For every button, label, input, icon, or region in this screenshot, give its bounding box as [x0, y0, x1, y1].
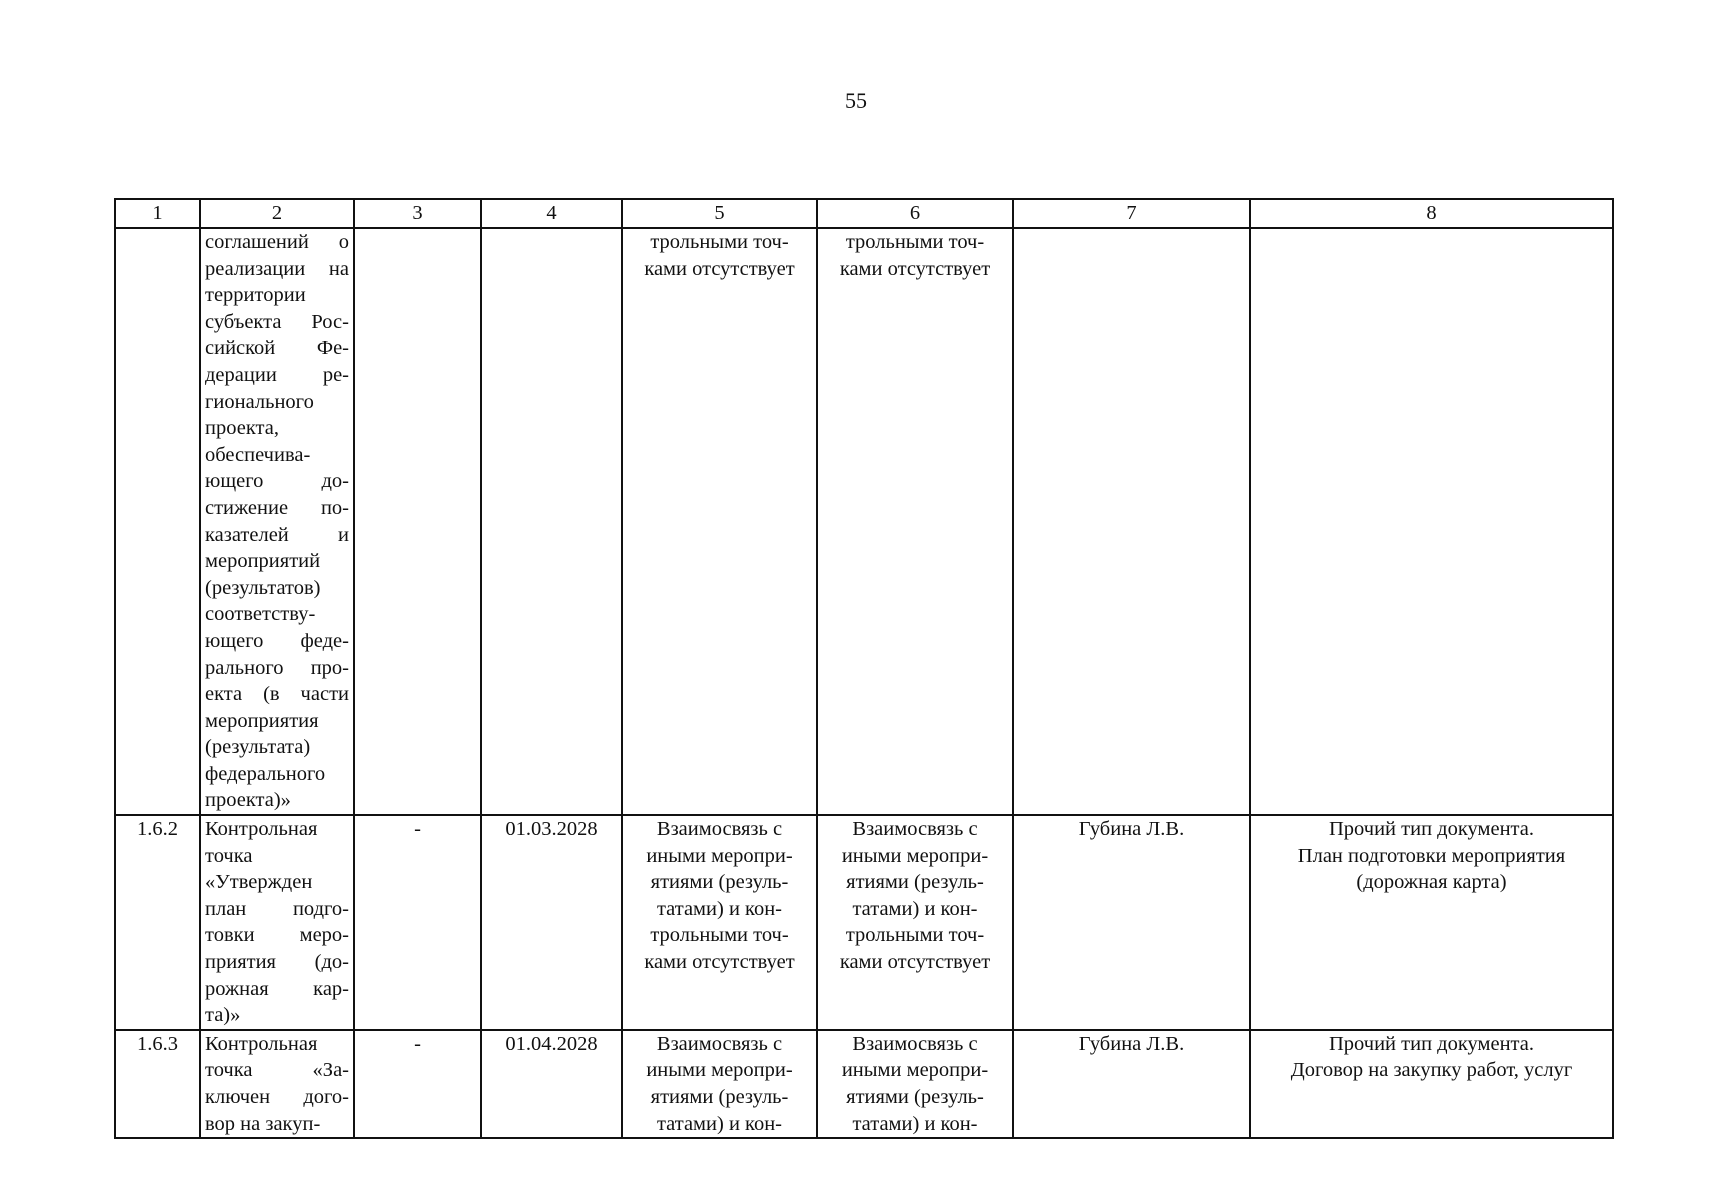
cell-col6: [817, 815, 1013, 1030]
cell-line: Взаимосвязь с: [852, 818, 978, 841]
cell-line: (результатов): [205, 576, 321, 599]
cell-line: (дорожная карта): [1356, 871, 1507, 894]
cell-line: та)»: [205, 1004, 241, 1027]
cell-responsible: [1013, 228, 1250, 815]
cell-text: 01.03.2028: [505, 818, 598, 841]
cell-line: иными меропри-: [841, 1059, 989, 1082]
cell-line: трольными точ-: [650, 924, 789, 947]
cell-line: ятиями (резуль-: [650, 1086, 789, 1108]
cell-line: ятиями (резуль-: [846, 1086, 984, 1108]
cell-line: сийской Фе-: [205, 337, 349, 360]
cell-line: ключен дого-: [205, 1086, 349, 1108]
cell-document: [1250, 815, 1613, 1030]
cell-line: обеспечива-: [205, 443, 311, 466]
cell-line: ками отсутствует: [644, 257, 795, 280]
cell-line: Прочий тип документа.: [1329, 1032, 1534, 1055]
cell-line: проекта)»: [205, 789, 291, 812]
cell-date: [481, 228, 622, 815]
cell-line: приятия (до-: [205, 951, 349, 974]
cell-line: точка «За-: [205, 1059, 349, 1082]
cell-date: [481, 1030, 622, 1138]
cell-line: дерации ре-: [205, 363, 349, 386]
cell-line: екта (в части: [205, 683, 349, 706]
cell-col3: [354, 228, 481, 815]
cell-line: субъекта Рос-: [205, 310, 349, 333]
cell-line: План подготовки мероприятия: [1297, 844, 1566, 867]
cell-text: Губина Л.В.: [1078, 818, 1185, 841]
cell-line: мероприятий: [205, 550, 321, 573]
cell-line: мероприятия: [205, 709, 319, 732]
control-points-table: [114, 198, 1614, 1139]
column-header: 6: [817, 199, 1013, 228]
cell-text: 1.6.3: [137, 1032, 178, 1055]
cell-line: точка: [205, 844, 253, 867]
cell-line: «Утвержден: [205, 871, 313, 894]
cell-line: ятиями (резуль-: [650, 871, 789, 894]
cell-line: Прочий тип документа.: [1329, 818, 1534, 841]
cell-number: [115, 228, 200, 815]
cell-text: -: [414, 818, 421, 841]
cell-line: татами) и кон-: [852, 897, 978, 920]
cell-text: 01.04.2028: [505, 1032, 598, 1055]
column-header: 1: [115, 199, 200, 228]
column-header: 2: [200, 199, 354, 228]
cell-line: (результата): [205, 736, 311, 759]
cell-line: ками отсутствует: [839, 951, 991, 974]
cell-line: ятиями (резуль-: [846, 871, 984, 894]
cell-line: Контрольная: [205, 818, 318, 841]
cell-line: соглашений о: [205, 231, 349, 253]
cell-line: план подго-: [205, 897, 349, 920]
cell-line: реализации на: [205, 257, 349, 280]
cell-line: рального про-: [205, 656, 349, 679]
cell-line: рожная кар-: [205, 977, 349, 1000]
column-header: 5: [622, 199, 817, 228]
cell-line: трольными точ-: [845, 231, 985, 253]
cell-line: иными меропри-: [646, 844, 793, 867]
column-header: 8: [1250, 199, 1613, 228]
cell-responsible: [1013, 815, 1250, 1030]
cell-col3: [354, 815, 481, 1030]
cell-line: трольными точ-: [845, 924, 985, 947]
cell-number: [115, 1030, 200, 1138]
cell-line: трольными точ-: [650, 231, 789, 253]
page-number: 55: [845, 88, 867, 113]
cell-line: Контрольная: [205, 1032, 318, 1055]
table-row: [115, 815, 1613, 1030]
cell-line: Взаимосвязь с: [852, 1032, 978, 1055]
cell-line: татами) и кон-: [656, 897, 783, 920]
cell-col5: [622, 815, 817, 1030]
cell-col3: [354, 1030, 481, 1138]
cell-line: вор на закуп-: [205, 1112, 321, 1135]
cell-text: 1.6.2: [137, 818, 178, 841]
column-header: 4: [481, 199, 622, 228]
cell-line: соответству-: [205, 603, 316, 626]
cell-line: ками отсутствует: [839, 257, 991, 280]
column-header: 3: [354, 199, 481, 228]
cell-document: [1250, 1030, 1613, 1138]
cell-line: территории: [205, 284, 306, 307]
cell-number: [115, 815, 200, 1030]
cell-col5: [622, 228, 817, 815]
cell-line: Договор на закупку работ, услуг: [1290, 1059, 1573, 1082]
header-row: [115, 199, 1613, 228]
cell-line: Взаимосвязь с: [656, 818, 783, 841]
cell-col5: [622, 1030, 817, 1138]
cell-name: [200, 228, 354, 815]
cell-col6: [817, 228, 1013, 815]
cell-text: -: [414, 1032, 421, 1055]
cell-date: [481, 815, 622, 1030]
cell-line: стижение по-: [205, 496, 349, 519]
column-header: 7: [1013, 199, 1250, 228]
cell-line: проекта,: [205, 417, 279, 440]
table-row: [115, 1030, 1613, 1138]
cell-col6: [817, 1030, 1013, 1138]
cell-line: татами) и кон-: [656, 1112, 783, 1135]
cell-line: федерального: [205, 762, 326, 785]
cell-responsible: [1013, 1030, 1250, 1138]
cell-line: гионального: [205, 390, 314, 413]
cell-line: Взаимосвязь с: [656, 1032, 783, 1055]
cell-document: [1250, 228, 1613, 815]
cell-line: иными меропри-: [646, 1059, 793, 1082]
cell-name: [200, 815, 354, 1030]
cell-line: ющего феде-: [205, 629, 349, 652]
cell-line: ками отсутствует: [644, 951, 795, 974]
cell-line: казателей и: [205, 523, 349, 546]
cell-text: Губина Л.В.: [1078, 1032, 1185, 1055]
cell-line: товки меро-: [205, 924, 349, 947]
table-row: [115, 228, 1613, 815]
cell-line: татами) и кон-: [852, 1112, 978, 1135]
cell-line: ющего до-: [205, 470, 349, 493]
cell-name: [200, 1030, 354, 1138]
cell-line: иными меропри-: [841, 844, 989, 867]
